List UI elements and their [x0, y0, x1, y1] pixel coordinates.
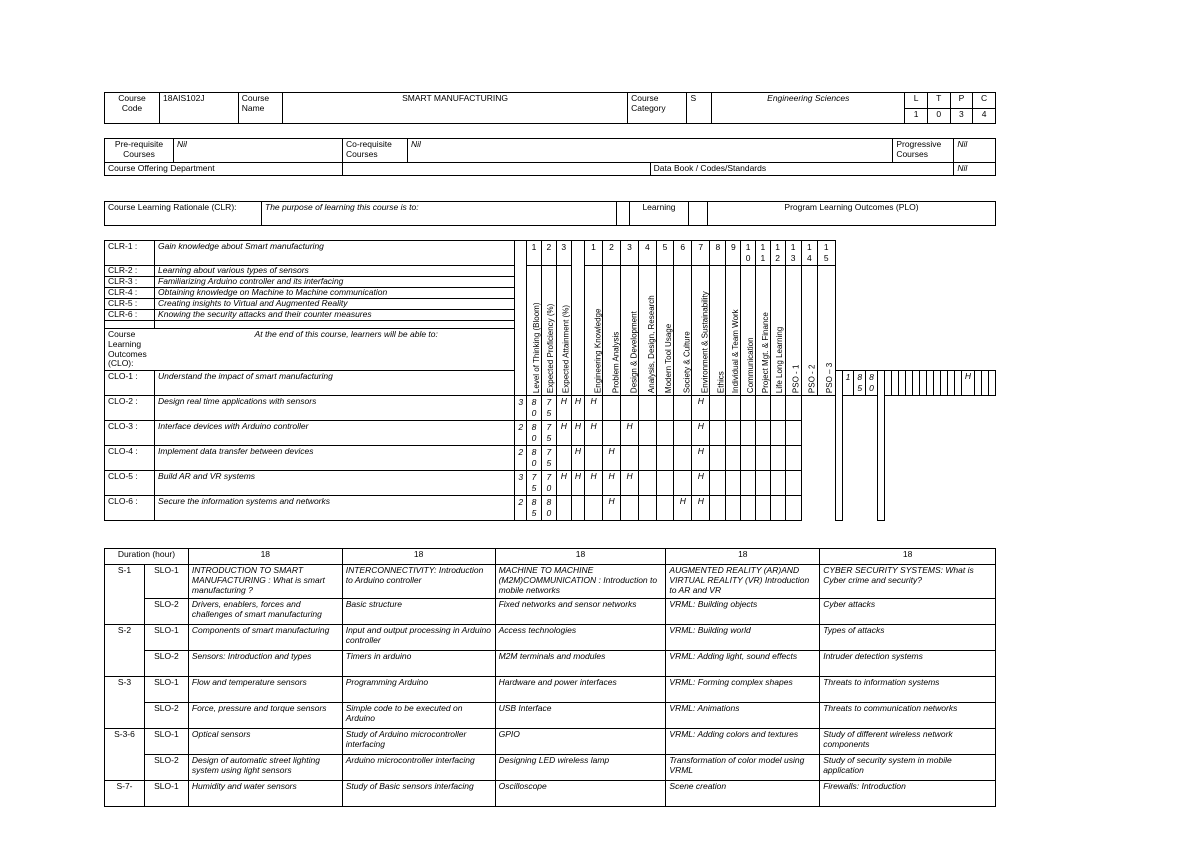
co-requisite-value: Nil — [408, 139, 893, 163]
course-header-table — [104, 92, 996, 124]
clo-plo-value — [556, 496, 571, 521]
clo-plo-value — [898, 371, 905, 396]
clo-learning-value: 8 0 — [527, 396, 542, 421]
topic-cell: Programming Arduino — [342, 677, 495, 703]
slo-label: SLO-1 — [144, 677, 188, 703]
clo-plo-value: H — [556, 471, 571, 496]
slo-label: SLO-2 — [144, 755, 188, 781]
topic-cell: Humidity and water sensors — [188, 781, 342, 807]
clo-plo-value — [989, 371, 996, 396]
topic-cell: Firewalls: Introduction — [820, 781, 996, 807]
clo-plo-value — [585, 496, 603, 521]
progressive-label: Progressive Courses — [893, 139, 954, 163]
clo-text: Understand the impact of smart manufacturing — [155, 371, 515, 396]
clo-plo-value — [639, 421, 657, 446]
topic-cell: Hardware and power interfaces — [495, 677, 666, 703]
plo-title: Project Mgt. & Finance — [756, 266, 771, 396]
clr-text: Learning about various types of sensors — [155, 266, 515, 277]
topic-cell: VRML: Adding light, sound effects — [666, 651, 820, 677]
plo-title: PSO - 1 — [785, 266, 801, 396]
topic-cell: Components of smart manufacturing — [188, 625, 342, 651]
clo-learning-value: 8 5 — [527, 496, 542, 521]
learning-num: 3 — [556, 241, 571, 266]
topic-cell: Oscilloscope — [495, 781, 666, 807]
clo-learning-value: 7 5 — [541, 446, 556, 471]
clo-plo-value — [726, 496, 741, 521]
clo-plo-value: H — [621, 421, 639, 446]
clr-code: CLR-4 : — [105, 288, 155, 299]
topic-cell: VRML: Building world — [666, 625, 820, 651]
slo-label: SLO-1 — [144, 729, 188, 755]
topic-cell: M2M terminals and modules — [495, 651, 666, 677]
clo-code: CLO-5 : — [105, 471, 155, 496]
plo-num: 1 3 — [785, 241, 801, 266]
pre-requisite-label: Pre-requisite Courses — [105, 139, 174, 163]
clo-learning-value: 2 — [515, 446, 527, 471]
clo-plo-value — [656, 396, 674, 421]
clo-plo-value: H — [692, 421, 710, 446]
learning-title: Level of Thinking (Bloom) — [527, 266, 542, 396]
topic-cell: Optical sensors — [188, 729, 342, 755]
clo-plo-value — [674, 471, 692, 496]
clo-text: Secure the information systems and networks — [155, 496, 515, 521]
topic-cell: Study of different wireless network components — [820, 729, 996, 755]
plo-title: Environment & Sustainability — [692, 266, 710, 396]
clo-plo-value: H — [585, 421, 603, 446]
clo-plo-value — [674, 396, 692, 421]
clo-plo-value — [785, 471, 801, 496]
clo-plo-value — [933, 371, 940, 396]
clr-text: Obtaining knowledge on Machine to Machine communication — [155, 288, 515, 299]
clo-plo-value: H — [585, 396, 603, 421]
spacer — [515, 241, 527, 396]
clo-plo-value: H — [961, 371, 974, 396]
slo-label: SLO-2 — [144, 703, 188, 729]
clo-plo-value — [710, 421, 726, 446]
slo-label: SLO-1 — [144, 625, 188, 651]
plo-num: 1 2 — [770, 241, 785, 266]
clo-plo-value — [656, 496, 674, 521]
clo-plo-value — [770, 421, 785, 446]
clo-plo-matrix — [104, 240, 996, 523]
duration-value: 18 — [342, 549, 495, 565]
plo-title: Design & Development — [621, 266, 639, 396]
ltpc-label-c: C — [973, 93, 996, 109]
plo-title: PSO - 2 — [801, 266, 817, 396]
topic-cell: Simple code to be executed on Arduino — [342, 703, 495, 729]
department-label: Course Offering Department — [105, 163, 343, 176]
clo-learning-value: 7 5 — [541, 421, 556, 446]
clo-learning-value: 7 0 — [541, 471, 556, 496]
topic-cell: VRML: Forming complex shapes — [666, 677, 820, 703]
clo-plo-value — [656, 471, 674, 496]
clo-plo-value: H — [585, 471, 603, 496]
plo-title: Individual & Team Work — [726, 266, 741, 396]
clo-plo-value — [639, 446, 657, 471]
clo-learning-value: 8 0 — [541, 496, 556, 521]
topic-cell: AUGMENTED REALITY (AR)AND VIRTUAL REALITY (VR) Introduction to AR and VR — [666, 565, 820, 599]
clo-plo-value: H — [692, 446, 710, 471]
clo-plo-value — [710, 396, 726, 421]
clo-plo-value — [656, 446, 674, 471]
clo-header-text: At the end of this course, learners will be able to: — [155, 329, 515, 371]
ltpc-value-p: 3 — [950, 109, 973, 124]
plo-num: 1 1 — [756, 241, 771, 266]
clo-text: Implement data transfer between devices — [155, 446, 515, 471]
clo-label: Course Learning Outcomes (CLO): — [105, 329, 155, 371]
clo-plo-value — [947, 371, 954, 396]
topic-cell: VRML: Animations — [666, 703, 820, 729]
clo-plo-value — [571, 496, 584, 521]
plo-num: 6 — [674, 241, 692, 266]
clo-text: Design real time applications with sensors — [155, 396, 515, 421]
course-code-label: Course Code — [105, 93, 160, 124]
ltpc-value-l: 1 — [905, 109, 928, 124]
plo-num: 3 — [621, 241, 639, 266]
session-label: S-1 — [105, 565, 145, 625]
clo-learning-value: 7 5 — [527, 471, 542, 496]
clo-code: CLO-6 : — [105, 496, 155, 521]
topic-cell: Intruder detection systems — [820, 651, 996, 677]
clo-learning-value: 8 5 — [854, 371, 866, 396]
slo-label: SLO-1 — [144, 565, 188, 599]
clo-plo-value — [912, 371, 919, 396]
topic-cell: Design of automatic street lighting system using light sensors — [188, 755, 342, 781]
clo-plo-value — [621, 496, 639, 521]
blank-cell — [155, 321, 515, 329]
clo-plo-value — [741, 446, 756, 471]
clo-plo-value — [741, 496, 756, 521]
clo-plo-value — [770, 471, 785, 496]
plo-title: Communication — [741, 266, 756, 396]
ltpc-value-t: 0 — [927, 109, 950, 124]
clo-plo-value: H — [674, 496, 692, 521]
course-category: S — [687, 93, 712, 124]
duration-label: Duration (hour) — [105, 549, 189, 565]
learning-heading: Learning — [630, 202, 689, 226]
clo-plo-value — [726, 446, 741, 471]
clo-plo-value — [726, 421, 741, 446]
clo-plo-value — [905, 371, 912, 396]
topic-cell: Study of Basic sensors interfacing — [342, 781, 495, 807]
clo-learning-value: 1 — [842, 371, 854, 396]
clo-plo-value — [975, 371, 982, 396]
clr-label: Course Learning Rationale (CLR): — [105, 202, 262, 226]
duration-value: 18 — [666, 549, 820, 565]
clo-learning-value: 2 — [515, 496, 527, 521]
plo-num: 2 — [603, 241, 621, 266]
clo-plo-value — [639, 471, 657, 496]
clo-plo-value — [756, 396, 771, 421]
clr-purpose: The purpose of learning this course is to: — [262, 202, 617, 226]
plo-num: 8 — [710, 241, 726, 266]
clr-text: Gain knowledge about Smart manufacturing — [155, 241, 515, 266]
topic-cell: Threats to communication networks — [820, 703, 996, 729]
ltpc-label-l: L — [905, 93, 928, 109]
learning-title: Expected Attainment (%) — [556, 266, 571, 396]
clo-plo-value — [621, 396, 639, 421]
spacer — [835, 371, 842, 521]
ltpc-label-t: T — [927, 93, 950, 109]
session-label: S-2 — [105, 625, 145, 677]
clo-learning-value: 3 — [515, 396, 527, 421]
clr-text: Knowing the security attacks and their counter measures — [155, 310, 515, 321]
plo-title: PSO – 3 — [817, 266, 835, 396]
clo-learning-value: 7 5 — [541, 396, 556, 421]
blank-cell — [105, 321, 155, 329]
clo-plo-value — [756, 471, 771, 496]
clo-plo-value — [603, 421, 621, 446]
duration-value: 18 — [820, 549, 996, 565]
topic-cell: Threats to information systems — [820, 677, 996, 703]
clo-plo-value — [756, 446, 771, 471]
topic-cell: Sensors: Introduction and types — [188, 651, 342, 677]
plo-title: Life Long Learning — [770, 266, 785, 396]
clo-plo-value — [741, 471, 756, 496]
clr-code: CLR-3 : — [105, 277, 155, 288]
clo-plo-value — [710, 446, 726, 471]
session-label: S-3-6 — [105, 729, 145, 781]
clo-text: Interface devices with Arduino controller — [155, 421, 515, 446]
topic-cell: Cyber attacks — [820, 599, 996, 625]
clo-plo-value: H — [692, 496, 710, 521]
clo-plo-value — [585, 446, 603, 471]
data-book-label: Data Book / Codes/Standards — [650, 163, 954, 176]
clo-plo-value — [674, 446, 692, 471]
slo-label: SLO-2 — [144, 651, 188, 677]
clo-plo-value: H — [556, 421, 571, 446]
spacer — [571, 241, 584, 396]
plo-title: Engineering Knowledge — [585, 266, 603, 396]
clo-plo-value — [756, 496, 771, 521]
plo-title: Modern Tool Usage — [656, 266, 674, 396]
topic-cell: USB Interface — [495, 703, 666, 729]
topic-cell: Study of security system in mobile application — [820, 755, 996, 781]
clo-plo-value: H — [603, 471, 621, 496]
clo-plo-value — [891, 371, 898, 396]
plo-num: 1 5 — [817, 241, 835, 266]
matrix-table — [104, 240, 996, 521]
learning-num: 1 — [527, 241, 542, 266]
clo-plo-value: H — [571, 446, 584, 471]
clo-plo-value — [954, 371, 961, 396]
clo-plo-value — [884, 371, 891, 396]
topic-cell: Fixed networks and sensor networks — [495, 599, 666, 625]
topic-cell: Types of attacks — [820, 625, 996, 651]
clo-plo-value — [741, 421, 756, 446]
clo-plo-value: H — [692, 396, 710, 421]
topic-cell: Timers in arduino — [342, 651, 495, 677]
topic-cell: Force, pressure and torque sensors — [188, 703, 342, 729]
topic-cell: Basic structure — [342, 599, 495, 625]
plo-title: Analysis, Design, Research — [639, 266, 657, 396]
clo-plo-value — [982, 371, 989, 396]
clo-plo-value: H — [571, 396, 584, 421]
course-name: SMART MANUFACTURING — [282, 93, 627, 124]
clo-code: CLO-3 : — [105, 421, 155, 446]
clr-header-table — [104, 201, 996, 226]
clr-code: CLR-6 : — [105, 310, 155, 321]
department-value — [343, 163, 651, 176]
session-label: S-3 — [105, 677, 145, 729]
clo-plo-value — [785, 496, 801, 521]
clo-code: CLO-1 : — [105, 371, 155, 396]
clo-plo-value — [770, 396, 785, 421]
progressive-value: Nil — [954, 139, 996, 163]
clo-learning-value: 8 0 — [527, 421, 542, 446]
plo-num: 7 — [692, 241, 710, 266]
topic-cell: Input and output processing in Arduino controller — [342, 625, 495, 651]
clo-plo-value — [726, 471, 741, 496]
category-name: Engineering Sciences — [712, 93, 905, 124]
clo-plo-value — [710, 496, 726, 521]
clo-plo-value — [639, 496, 657, 521]
prerequisite-table — [104, 138, 996, 176]
clo-plo-value — [785, 421, 801, 446]
ltpc-value-c: 4 — [973, 109, 996, 124]
clo-plo-value — [674, 421, 692, 446]
schedule-table — [104, 548, 996, 807]
topic-cell: MACHINE TO MACHINE (M2M)COMMUNICATION : Introduction to mobile networks — [495, 565, 666, 599]
spacer — [877, 371, 884, 521]
clo-plo-value — [785, 396, 801, 421]
clo-plo-value — [556, 446, 571, 471]
topic-cell: INTRODUCTION TO SMART MANUFACTURING : What is smart manufacturing ? — [188, 565, 342, 599]
learning-title: Expected Proficiency (%) — [541, 266, 556, 396]
topic-cell: Scene creation — [666, 781, 820, 807]
plo-title: Problem Analysis — [603, 266, 621, 396]
clo-plo-value: H — [603, 496, 621, 521]
plo-num: 1 0 — [741, 241, 756, 266]
clo-plo-value — [726, 396, 741, 421]
topic-cell: INTERCONNECTIVITY: Introduction to Arduino controller — [342, 565, 495, 599]
plo-title: Ethics — [710, 266, 726, 396]
clo-plo-value — [603, 396, 621, 421]
clo-plo-value — [710, 471, 726, 496]
clr-text: Familiarizing Arduino controller and its interfacing — [155, 277, 515, 288]
plo-num: 4 — [639, 241, 657, 266]
clo-plo-value — [770, 496, 785, 521]
topic-cell: Arduino microcontroller interfacing — [342, 755, 495, 781]
topic-cell: GPIO — [495, 729, 666, 755]
clo-learning-value: 8 0 — [866, 371, 878, 396]
plo-num: 1 — [585, 241, 603, 266]
clo-plo-value: H — [571, 421, 584, 446]
clo-learning-value: 2 — [515, 421, 527, 446]
duration-value: 18 — [188, 549, 342, 565]
clo-learning-value: 8 0 — [527, 446, 542, 471]
topic-cell: Designing LED wireless lamp — [495, 755, 666, 781]
topic-cell: CYBER SECURITY SYSTEMS: What is Cyber crime and security? — [820, 565, 996, 599]
clo-plo-value: H — [603, 446, 621, 471]
course-name-label: Course Name — [238, 93, 282, 124]
clo-learning-value: 3 — [515, 471, 527, 496]
plo-num: 5 — [656, 241, 674, 266]
co-requisite-label: Co-requisite Courses — [343, 139, 408, 163]
topic-cell: Study of Arduino microcontroller interfacing — [342, 729, 495, 755]
clo-plo-value: H — [571, 471, 584, 496]
clo-plo-value — [639, 396, 657, 421]
topic-cell: VRML: Building objects — [666, 599, 820, 625]
course-category-label: Course Category — [628, 93, 687, 124]
plo-heading: Program Learning Outcomes (PLO) — [708, 202, 996, 226]
clo-text: Build AR and VR systems — [155, 471, 515, 496]
clo-plo-value: H — [621, 471, 639, 496]
clo-plo-value — [741, 396, 756, 421]
data-book-value: Nil — [954, 163, 996, 176]
topic-cell: VRML: Adding colors and textures — [666, 729, 820, 755]
topic-cell: Drivers, enablers, forces and challenges of smart manufacturing — [188, 599, 342, 625]
clr-code: CLR-1 : — [105, 241, 155, 266]
slo-label: SLO-1 — [144, 781, 188, 807]
clo-plo-value: H — [692, 471, 710, 496]
clo-plo-value — [656, 421, 674, 446]
topic-cell: Access technologies — [495, 625, 666, 651]
clo-plo-value — [919, 371, 926, 396]
clo-plo-value — [756, 421, 771, 446]
clo-plo-value — [621, 446, 639, 471]
learning-num: 2 — [541, 241, 556, 266]
topic-cell: Transformation of color model using VRML — [666, 755, 820, 781]
plo-title: Society & Culture — [674, 266, 692, 396]
slo-label: SLO-2 — [144, 599, 188, 625]
clr-code: CLR-5 : — [105, 299, 155, 310]
clo-plo-value — [785, 446, 801, 471]
clr-text: Creating insights to Virtual and Augmented Reality — [155, 299, 515, 310]
course-code: 18AIS102J — [160, 93, 239, 124]
session-label: S-7- — [105, 781, 145, 807]
pre-requisite-value: Nil — [174, 139, 343, 163]
clo-plo-value: H — [556, 396, 571, 421]
duration-value: 18 — [495, 549, 666, 565]
clo-plo-value — [940, 371, 947, 396]
clr-code: CLR-2 : — [105, 266, 155, 277]
clo-plo-value — [770, 446, 785, 471]
topic-cell: Flow and temperature sensors — [188, 677, 342, 703]
plo-num: 1 4 — [801, 241, 817, 266]
plo-num: 9 — [726, 241, 741, 266]
clo-code: CLO-2 : — [105, 396, 155, 421]
ltpc-label-p: P — [950, 93, 973, 109]
clo-plo-value — [926, 371, 933, 396]
clo-code: CLO-4 : — [105, 446, 155, 471]
